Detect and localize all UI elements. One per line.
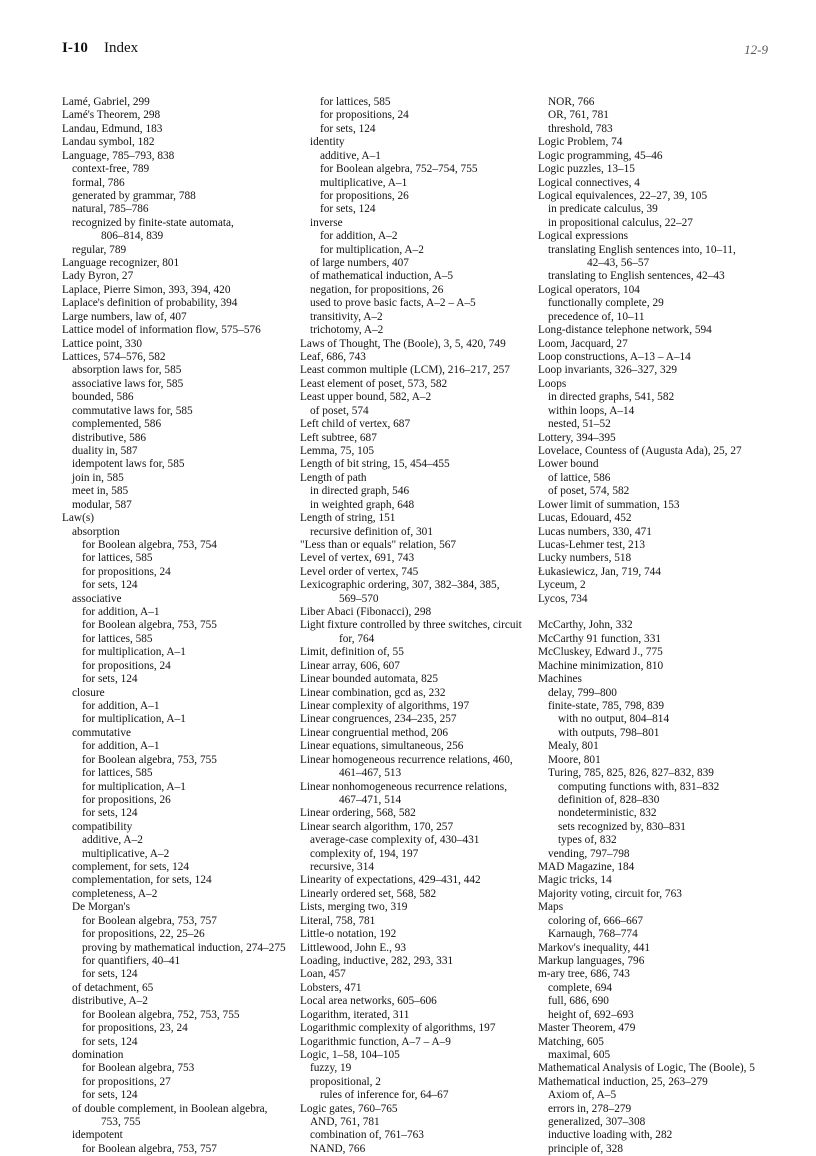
index-column-2 <box>300 96 532 1156</box>
index-entry: Loan, 457 <box>300 968 346 981</box>
index-subentry: AND, 761, 781 <box>310 1116 380 1129</box>
index-entry: Machines <box>538 673 582 686</box>
index-subentry: for propositions, 22, 25–26 <box>82 928 205 941</box>
index-entry: Left child of vertex, 687 <box>300 418 411 431</box>
index-subentry: in weighted graph, 648 <box>310 498 415 511</box>
index-subentry: recognized by finite-state automata, <box>72 216 234 229</box>
index-subentry: inductive loading with, 282 <box>548 1129 673 1142</box>
index-subentry: OR, 761, 781 <box>548 109 609 122</box>
index-entry: Logarithmic function, A–7 – A–9 <box>300 1035 451 1048</box>
index-subentry: for propositions, 26 <box>82 793 171 806</box>
index-entry: Logarithmic complexity of algorithms, 197 <box>300 1022 496 1035</box>
index-entry: Local area networks, 605–606 <box>300 995 437 1008</box>
index-entry: Lower bound <box>538 458 599 471</box>
index-subentry: functionally complete, 29 <box>548 297 664 310</box>
index-subentry: recursive, 314 <box>310 861 374 874</box>
index-entry: Linear bounded automata, 825 <box>300 673 439 686</box>
index-entry: Left subtree, 687 <box>300 431 377 444</box>
index-subentry: idempotent <box>72 1129 123 1142</box>
index-subentry: Axiom of, A–5 <box>548 1089 617 1102</box>
index-entry: Loop constructions, A–13 – A–14 <box>538 351 691 364</box>
page-title: Index <box>104 40 139 56</box>
index-subentry: duality in, 587 <box>72 444 138 457</box>
index-subentry: for addition, A–1 <box>82 740 160 753</box>
index-entry: Linear array, 606, 607 <box>300 659 400 672</box>
index-entry-continuation: 569–570 <box>339 592 379 605</box>
index-subentry: natural, 785–786 <box>72 203 149 216</box>
index-entry: Linear nonhomogeneous recurrence relations, <box>300 780 508 793</box>
index-subentry: for lattices, 585 <box>82 767 153 780</box>
index-subentry: for sets, 124 <box>82 807 138 820</box>
index-entry: Literal, 758, 781 <box>300 914 376 927</box>
index-entry: Length of bit string, 15, 454–455 <box>300 458 450 471</box>
index-subentry: definition of, 828–830 <box>558 793 660 806</box>
index-entry: McCarthy, John, 332 <box>538 619 633 632</box>
index-subentry: commutative <box>72 726 131 739</box>
index-entry: Lyceum, 2 <box>538 579 586 592</box>
index-entry: Linear equations, simultaneous, 256 <box>300 740 464 753</box>
index-subentry: closure <box>72 686 105 699</box>
index-entry: Majority voting, circuit for, 763 <box>538 887 682 900</box>
index-subentry: of poset, 574, 582 <box>548 485 630 498</box>
index-subentry: nested, 51–52 <box>548 418 611 431</box>
index-entry: Logarithm, iterated, 311 <box>300 1008 410 1021</box>
index-subentry: associative laws for, 585 <box>72 377 184 390</box>
index-subentry: complete, 694 <box>548 981 612 994</box>
index-subentry: coloring of, 666–667 <box>548 914 644 927</box>
index-subentry: in predicate calculus, 39 <box>548 203 658 216</box>
index-entry: Mathematical Analysis of Logic, The (Boole), 5 <box>538 1062 755 1075</box>
index-subentry: for propositions, 23, 24 <box>82 1022 188 1035</box>
index-entry: m-ary tree, 686, 743 <box>538 968 630 981</box>
index-entry: Mathematical induction, 25, 263–279 <box>538 1075 708 1088</box>
index-subentry: complemented, 586 <box>72 418 162 431</box>
index-entry: Lycos, 734 <box>538 592 588 605</box>
index-subentry: additive, A–2 <box>82 834 143 847</box>
index-entry: Lucky numbers, 518 <box>538 552 632 565</box>
index-subentry: NAND, 766 <box>310 1142 366 1155</box>
index-column-1 <box>62 96 294 1156</box>
index-subentry: for propositions, 26 <box>320 189 409 202</box>
index-subentry: absorption laws for, 585 <box>72 364 182 377</box>
index-subentry: sets recognized by, 830–831 <box>558 820 686 833</box>
index-subentry: for multiplication, A–2 <box>320 243 424 256</box>
index-entry: Linear congruential method, 206 <box>300 726 449 739</box>
index-entry: Least upper bound, 582, A–2 <box>300 391 432 404</box>
index-entry: Large numbers, law of, 407 <box>62 310 187 323</box>
index-subentry: errors in, 278–279 <box>548 1102 632 1115</box>
index-entry: Linear combination, gcd as, 232 <box>300 686 446 699</box>
index-entry: Lattice point, 330 <box>62 337 142 350</box>
index-subentry: of large numbers, 407 <box>310 257 409 270</box>
index-entry: Least element of poset, 573, 582 <box>300 377 448 390</box>
index-entry: Linearly ordered set, 568, 582 <box>300 887 437 900</box>
index-subentry: nondeterministic, 832 <box>558 807 657 820</box>
index-entry: "Less than or equals" relation, 567 <box>300 538 457 551</box>
index-entry: Lucas numbers, 330, 471 <box>538 525 652 538</box>
index-subentry: negation, for propositions, 26 <box>310 283 444 296</box>
index-subentry: associative <box>72 592 122 605</box>
index-subentry: De Morgan's <box>72 901 130 914</box>
index-subentry: recursive definition of, 301 <box>310 525 433 538</box>
index-entry: Lamé, Gabriel, 299 <box>62 96 150 108</box>
index-subentry: for addition, A–1 <box>82 699 160 712</box>
index-entry: Lobsters, 471 <box>300 981 362 994</box>
index-subentry: identity <box>310 136 345 149</box>
index-subentry: inverse <box>310 216 343 229</box>
index-entry: Linearity of expectations, 429–431, 442 <box>300 874 481 887</box>
index-subentry: for propositions, 24 <box>320 109 409 122</box>
index-subentry: of detachment, 65 <box>72 981 154 994</box>
index-entry: Markov's inequality, 441 <box>538 941 651 954</box>
index-subentry: regular, 789 <box>72 243 127 256</box>
index-subentry: for propositions, 24 <box>82 659 171 672</box>
index-subentry: used to prove basic facts, A–2 – A–5 <box>310 297 476 310</box>
index-subentry: formal, 786 <box>72 176 125 189</box>
index-subentry: Moore, 801 <box>548 753 601 766</box>
index-entry: Landau, Edmund, 183 <box>62 122 163 135</box>
index-subentry: delay, 799–800 <box>548 686 617 699</box>
index-subentry: domination <box>72 1048 124 1061</box>
index-entry: Logical operators, 104 <box>538 283 640 296</box>
index-entry: Linear search algorithm, 170, 257 <box>300 820 454 833</box>
index-subentry: NOR, 766 <box>548 96 595 108</box>
index-subentry: in directed graph, 546 <box>310 485 410 498</box>
index-subentry: for multiplication, A–1 <box>82 646 186 659</box>
index-entry: Logic puzzles, 13–15 <box>538 163 635 176</box>
index-column-3 <box>538 96 770 1156</box>
index-subentry: full, 686, 690 <box>548 995 609 1008</box>
index-subentry: for Boolean algebra, 753, 755 <box>82 753 217 766</box>
index-subentry: for sets, 124 <box>320 122 376 135</box>
page-header <box>62 40 768 62</box>
index-subentry: Turing, 785, 825, 826, 827–832, 839 <box>548 767 714 780</box>
index-entry: Master Theorem, 479 <box>538 1022 636 1035</box>
index-subentry: for sets, 124 <box>82 968 138 981</box>
index-entry: Lower limit of summation, 153 <box>538 498 680 511</box>
index-subentry: transitivity, A–2 <box>310 310 383 323</box>
index-subentry: complexity of, 194, 197 <box>310 847 419 860</box>
index-entry: Laws of Thought, The (Boole), 3, 5, 420, 749 <box>300 337 506 350</box>
index-entry: Level order of vertex, 745 <box>300 565 419 578</box>
index-entry: Logical equivalences, 22–27, 39, 105 <box>538 189 708 202</box>
index-entry: Lady Byron, 27 <box>62 270 134 283</box>
index-subentry: for quantifiers, 40–41 <box>82 955 181 967</box>
index-entry: Lexicographic ordering, 307, 382–384, 385, <box>300 579 500 592</box>
index-entry: Linear complexity of algorithms, 197 <box>300 699 470 712</box>
index-entry: Language, 785–793, 838 <box>62 149 175 162</box>
index-subentry: maximal, 605 <box>548 1048 611 1061</box>
index-entry: Loading, inductive, 282, 293, 331 <box>300 955 454 967</box>
index-subentry: rules of inference for, 64–67 <box>320 1089 449 1102</box>
index-subentry: for Boolean algebra, 753, 754 <box>82 538 217 551</box>
index-subentry: for Boolean algebra, 753, 757 <box>82 914 217 927</box>
index-entry: Machine minimization, 810 <box>538 659 664 672</box>
index-subentry: for sets, 124 <box>320 203 376 216</box>
index-subentry: Karnaugh, 768–774 <box>548 928 638 941</box>
index-subentry: commutative laws for, 585 <box>72 404 193 417</box>
index-subentry: for addition, A–2 <box>320 230 398 243</box>
index-subentry: proving by mathematical induction, 274–275 <box>82 941 286 954</box>
index-entry: Liber Abaci (Fibonacci), 298 <box>300 606 432 619</box>
index-subentry: idempotent laws for, 585 <box>72 458 185 471</box>
index-subentry: complementation, for sets, 124 <box>72 874 212 887</box>
index-entry: Maps <box>538 901 564 914</box>
index-entry: Lists, merging two, 319 <box>300 901 408 914</box>
index-entry-continuation: 753, 755 <box>101 1116 141 1129</box>
index-subentry: of poset, 574 <box>310 404 369 417</box>
index-entry-continuation: 806–814, 839 <box>101 230 164 243</box>
index-subentry: compatibility <box>72 820 133 833</box>
index-subentry: for sets, 124 <box>82 673 138 686</box>
index-subentry: for propositions, 24 <box>82 565 171 578</box>
index-subentry: for multiplication, A–1 <box>82 713 186 726</box>
index-entry: Linear homogeneous recurrence relations, 460, <box>300 753 513 766</box>
index-entry: Linear congruences, 234–235, 257 <box>300 713 457 726</box>
index-subentry: completeness, A–2 <box>72 887 158 900</box>
index-entry: Long-distance telephone network, 594 <box>538 324 712 337</box>
index-subentry: average-case complexity of, 430–431 <box>310 834 480 847</box>
index-entry: Least common multiple (LCM), 216–217, 257 <box>300 364 510 377</box>
index-subentry: bounded, 586 <box>72 391 134 404</box>
index-entry: Length of path <box>300 471 367 484</box>
index-subentry: additive, A–1 <box>320 149 381 162</box>
index-entry: Logic, 1–58, 104–105 <box>300 1048 400 1061</box>
index-subentry: for Boolean algebra, 753 <box>82 1062 195 1075</box>
index-entry: Lucas, Edouard, 452 <box>538 512 632 525</box>
index-entry: Lattice model of information flow, 575–576 <box>62 324 261 337</box>
index-entry: McCluskey, Edward J., 775 <box>538 646 663 659</box>
index-subentry: join in, 585 <box>72 471 124 484</box>
index-subentry: complement, for sets, 124 <box>72 861 190 874</box>
index-subentry: principle of, 328 <box>548 1142 623 1155</box>
section-gap <box>538 606 770 619</box>
index-subentry: threshold, 783 <box>548 122 613 135</box>
index-subentry: of lattice, 586 <box>548 471 611 484</box>
index-subentry: for sets, 124 <box>82 1035 138 1048</box>
index-subentry: meet in, 585 <box>72 485 129 498</box>
index-subentry: generalized, 307–308 <box>548 1116 646 1129</box>
index-subentry: computing functions with, 831–832 <box>558 780 720 793</box>
index-entry: Little-o notation, 192 <box>300 928 397 941</box>
index-entry: Lemma, 75, 105 <box>300 444 375 457</box>
index-subentry: finite-state, 785, 798, 839 <box>548 699 665 712</box>
index-entry: Łukasiewicz, Jan, 719, 744 <box>538 565 661 578</box>
index-entry: Limit, definition of, 55 <box>300 646 404 659</box>
index-subentry: for propositions, 27 <box>82 1075 171 1088</box>
index-subentry: propositional, 2 <box>310 1075 381 1088</box>
index-subentry: of mathematical induction, A–5 <box>310 270 454 283</box>
index-subentry: for lattices, 585 <box>82 632 153 645</box>
index-subentry: for Boolean algebra, 752, 753, 755 <box>82 1008 240 1021</box>
index-entry: Linear ordering, 568, 582 <box>300 807 416 820</box>
index-entry: Laplace's definition of probability, 394 <box>62 297 238 310</box>
index-subentry: modular, 587 <box>72 498 132 511</box>
index-entry-continuation: 467–471, 514 <box>339 793 402 806</box>
index-entry: Light fixture controlled by three switches, circuit <box>300 619 522 632</box>
index-entry: Magic tricks, 14 <box>538 874 612 887</box>
index-subentry: trichotomy, A–2 <box>310 324 384 337</box>
index-subentry: precedence of, 10–11 <box>548 310 645 323</box>
index-subentry: for multiplication, A–1 <box>82 780 186 793</box>
index-subentry: for Boolean algebra, 753, 755 <box>82 619 217 632</box>
index-entry: Law(s) <box>62 512 94 525</box>
index-entry: Logical connectives, 4 <box>538 176 640 189</box>
index-subentry: for addition, A–1 <box>82 606 160 619</box>
index-entry: Markup languages, 796 <box>538 954 645 967</box>
index-subentry: with outputs, 798–801 <box>558 726 660 739</box>
index-subentry: fuzzy, 19 <box>310 1062 352 1075</box>
index-entry: Lamé's Theorem, 298 <box>62 109 161 122</box>
index-entry: Logic Problem, 74 <box>538 136 623 149</box>
index-entry-continuation: 42–43, 56–57 <box>587 257 650 270</box>
index-subentry: context-free, 789 <box>72 163 150 176</box>
index-entry: Laplace, Pierre Simon, 393, 394, 420 <box>62 283 231 296</box>
index-subentry: within loops, A–14 <box>548 404 635 417</box>
index-subentry: for Boolean algebra, 753, 757 <box>82 1142 217 1155</box>
index-entry: MAD Magazine, 184 <box>538 861 635 874</box>
index-entry: Level of vertex, 691, 743 <box>300 552 415 565</box>
index-entry: Logic gates, 760–765 <box>300 1102 398 1115</box>
index-entry-continuation: for, 764 <box>339 632 375 645</box>
index-subentry: for Boolean algebra, 752–754, 755 <box>320 163 478 176</box>
index-subentry: absorption <box>72 525 120 538</box>
index-entry: Lottery, 394–395 <box>538 431 616 444</box>
index-subentry: in directed graphs, 541, 582 <box>548 391 675 404</box>
index-subentry: vending, 797–798 <box>548 847 630 860</box>
index-subentry: combination of, 761–763 <box>310 1129 424 1142</box>
index-subentry: for sets, 124 <box>82 579 138 592</box>
index-entry: Lattices, 574–576, 582 <box>62 351 166 364</box>
index-entry: Logic programming, 45–46 <box>538 149 663 162</box>
page-number: I-10 <box>62 40 88 56</box>
index-subentry: generated by grammar, 788 <box>72 189 196 202</box>
index-subentry: Mealy, 801 <box>548 740 599 753</box>
folio-mark: 12-9 <box>744 42 768 57</box>
index-entry-continuation: 461–467, 513 <box>339 767 402 780</box>
index-subentry: for lattices, 585 <box>82 552 153 565</box>
index-entry: Logical expressions <box>538 230 629 243</box>
index-subentry: for lattices, 585 <box>320 96 391 108</box>
index-entry: Language recognizer, 801 <box>62 257 180 270</box>
index-entry: Leaf, 686, 743 <box>300 351 366 364</box>
index-subentry: height of, 692–693 <box>548 1008 634 1021</box>
index-entry: McCarthy 91 function, 331 <box>538 632 661 645</box>
index-subentry: for sets, 124 <box>82 1089 138 1102</box>
index-entry: Landau symbol, 182 <box>62 136 155 149</box>
index-subentry: multiplicative, A–2 <box>82 847 170 860</box>
index-subentry: distributive, A–2 <box>72 995 148 1008</box>
index-subentry: with no output, 804–814 <box>558 713 670 726</box>
index-subentry: translating to English sentences, 42–43 <box>548 270 725 283</box>
index-entry: Littlewood, John E., 93 <box>300 941 407 954</box>
index-entry: Loops <box>538 377 567 390</box>
index-subentry: distributive, 586 <box>72 431 147 444</box>
index-entry: Loom, Jacquard, 27 <box>538 337 628 350</box>
index-entry: Lovelace, Countess of (Augusta Ada), 25, 27 <box>538 444 742 457</box>
index-subentry: of double complement, in Boolean algebra, <box>72 1102 268 1115</box>
index-entry: Loop invariants, 326–327, 329 <box>538 364 677 377</box>
index-subentry: multiplicative, A–1 <box>320 176 408 189</box>
index-entry: Matching, 605 <box>538 1035 604 1048</box>
index-subentry: in propositional calculus, 22–27 <box>548 216 693 229</box>
index-entry: Lucas-Lehmer test, 213 <box>538 538 645 551</box>
index-subentry: translating English sentences into, 10–11, <box>548 243 736 256</box>
index-entry: Length of string, 151 <box>300 512 396 525</box>
index-subentry: types of, 832 <box>558 834 617 847</box>
